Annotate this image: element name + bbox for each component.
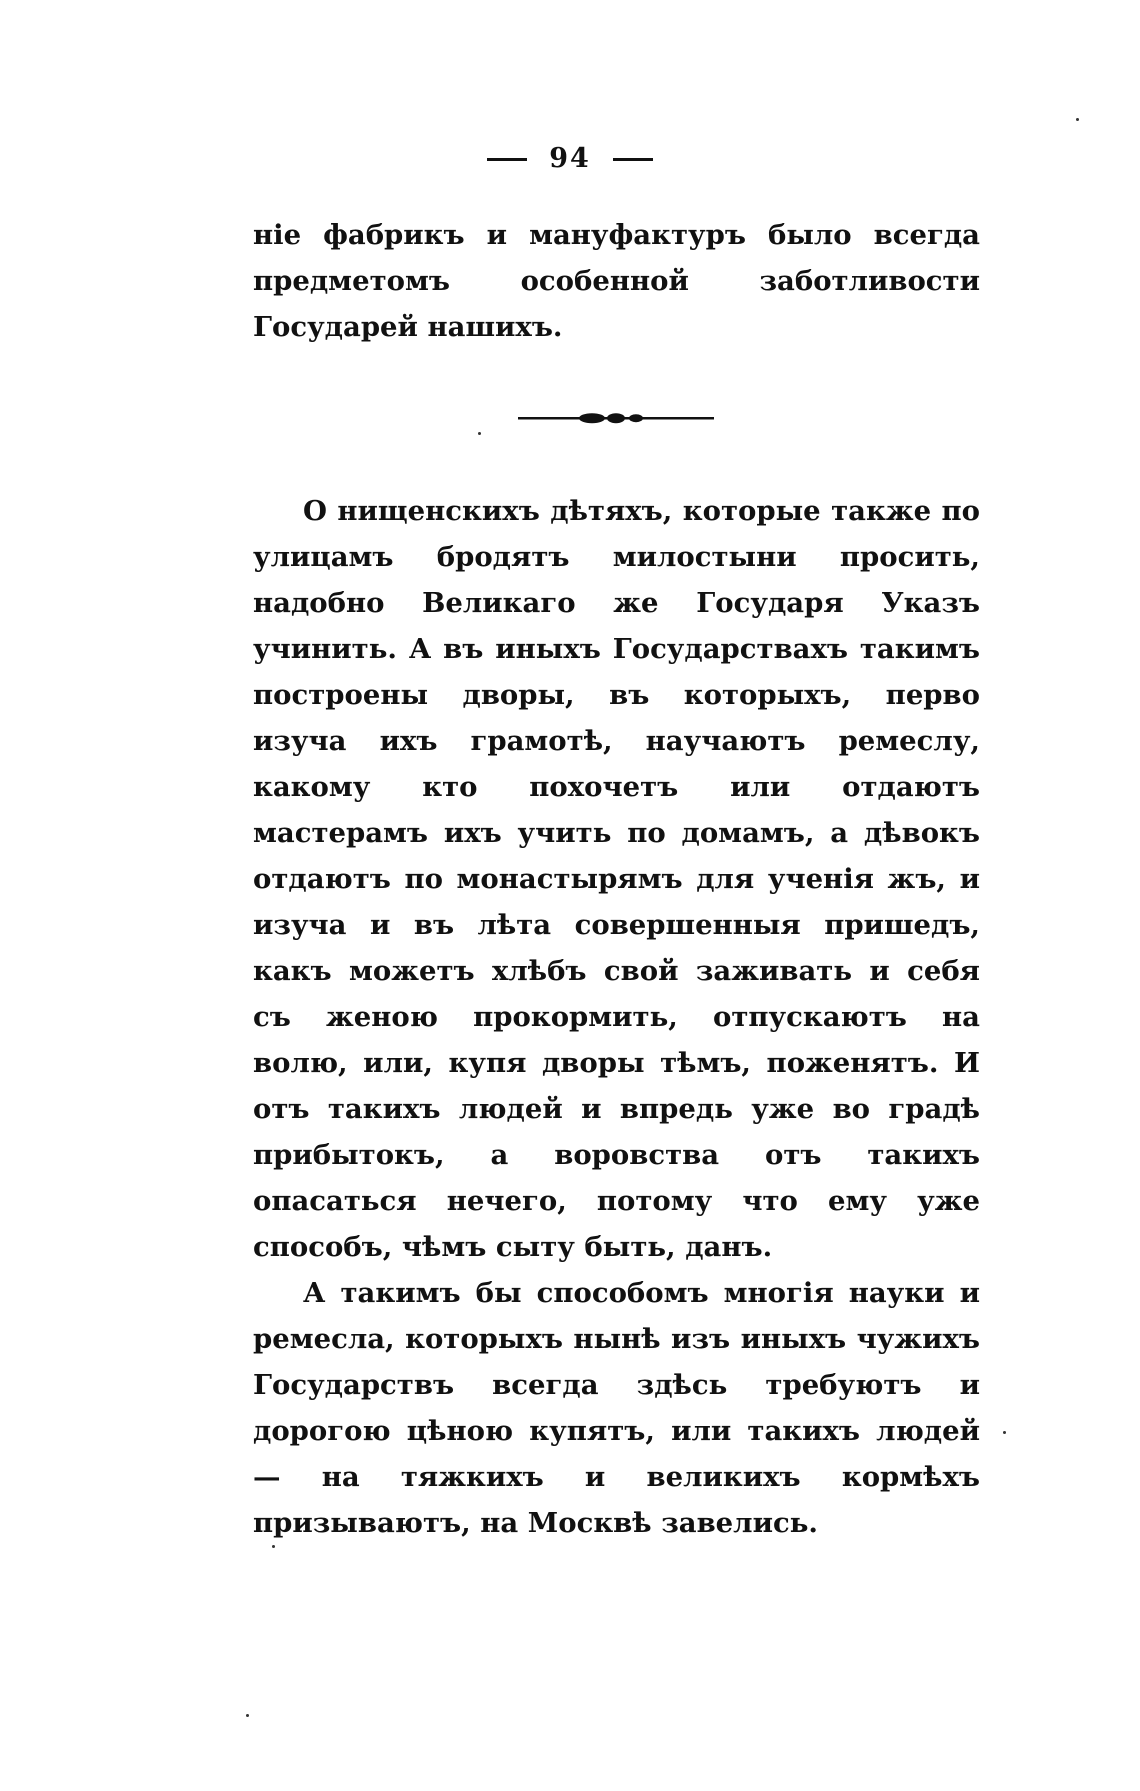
paper-speck bbox=[478, 432, 481, 435]
header-left-dash bbox=[487, 158, 527, 161]
page-header bbox=[0, 143, 1140, 174]
paper-speck bbox=[1003, 1431, 1006, 1434]
continuation-paragraph: ніе фабрикъ и мануфактуръ было всегда предметомъ особенной заботливости Государей нашихъ. bbox=[253, 219, 980, 343]
body-paragraph-2: А такимъ бы способомъ многія науки и ремесла, которыхъ нынѣ изъ иныхъ чужихъ Государствъ всегда здѣсь требуютъ и дорогою цѣною купятъ, или такихъ людей — на тяжкихъ и великихъ кормѣхъ призываютъ, на Москвѣ завелись. bbox=[253, 1277, 980, 1539]
page-number: 94 bbox=[549, 143, 591, 174]
body-paragraph-1: О нищенскихъ дѣтяхъ, которые также по улицамъ бродятъ милостыни просить, надобно Великаго же Государя Указъ учинить. А въ иныхъ Государствахъ такимъ построены дворы, въ которыхъ, перво изуча ихъ грамотѣ, научаютъ ремеслу, какому кто похочетъ или отдаютъ мастерамъ ихъ учить по домамъ, а дѣвокъ отдаютъ по монастырямъ для ученія жъ, и изуча и въ лѣта совершенныя пришедъ, какъ можетъ хлѣбъ свой заживать и себя съ женою прокормить, отпускаютъ на волю, или, купя дворы тѣмъ, поженятъ. И отъ такихъ людей и впредь уже во градѣ прибытокъ, а воровства отъ такихъ опасаться нечего, потому что ему уже способъ, чѣмъ сыту быть, данъ. bbox=[253, 495, 980, 1263]
paper-speck bbox=[1076, 118, 1079, 121]
double-dot-rule-ornament-icon bbox=[518, 408, 714, 428]
body-text-block bbox=[253, 488, 980, 1546]
paper-speck bbox=[246, 1714, 249, 1717]
paper-speck bbox=[272, 1545, 275, 1548]
continuation-paragraph-block bbox=[253, 212, 980, 350]
header-right-dash bbox=[613, 158, 653, 161]
